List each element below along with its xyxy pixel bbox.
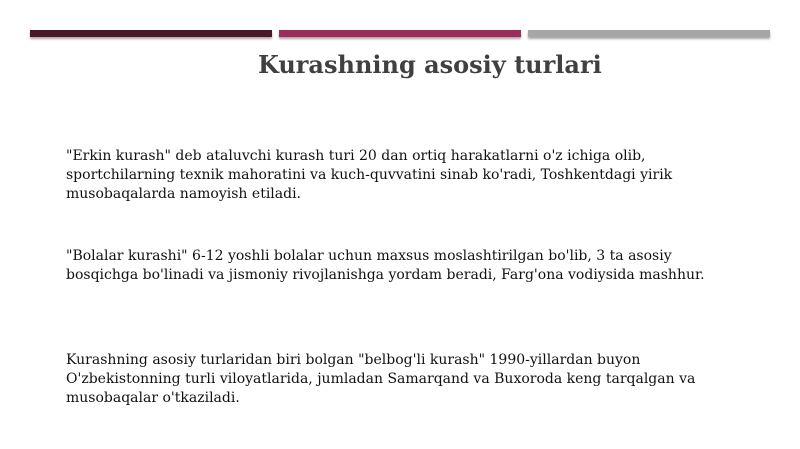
paragraph-erkin-kurash: "Erkin kurash" deb ataluvchi kurash turi 20 dan ortiq harakatlarni o'z ichiga olib, sportchilarning texnik mahoratini va kuch-quvvatini sinab ko'radi, Toshkentdagi yirik musobaqalarda namoyish etiladi. bbox=[66, 148, 673, 202]
accent-bar-gray bbox=[528, 30, 770, 37]
paragraph-bolalar-kurashi: "Bolalar kurashi" 6-12 yoshli bolalar uchun maxsus moslashtirilgan bo'lib, 3 ta asosiy bosqichga bo'linadi va jismoniy rivojlanishga yordam beradi, Farg'ona vodiysida mashhur. bbox=[66, 248, 705, 283]
accent-bar-dark bbox=[30, 30, 272, 37]
slide-title: Kurashning asosiy turlari bbox=[258, 50, 602, 79]
paragraph-belbogli-kurash: Kurashning asosiy turlaridan biri bolgan "belbog'li kurash" 1990-yillardan buyon O'zbekistonning turli viloyatlarida, jumladan Samarqand va Buxoroda keng tarqalgan va musobaqalar o'tkaziladi. bbox=[66, 352, 696, 406]
accent-bar-magenta bbox=[279, 30, 521, 37]
